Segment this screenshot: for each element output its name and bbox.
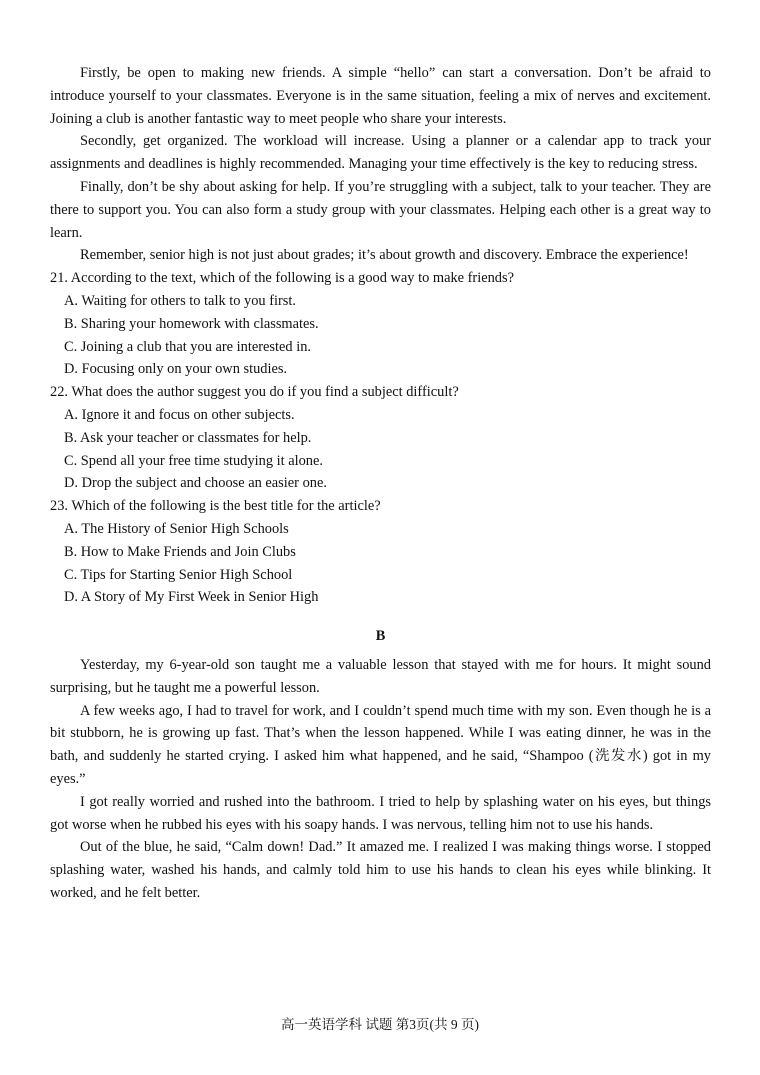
- option-c: C. Tips for Starting Senior High School: [64, 566, 293, 583]
- option-a: A. Waiting for others to talk to you first.: [64, 292, 296, 309]
- passage-b-paragraph-3: I got really worried and rushed into the bathroom. I tried to help by splashing water on his eyes, but things got worse when he rubbed his eyes with his soapy hands. I was nervous, telling him not to use his hands.: [50, 793, 711, 833]
- page-footer: 高一英语学科 试题 第3页(共 9 页): [281, 1017, 479, 1032]
- passage-b-paragraph-1: Yesterday, my 6-year-old son taught me a valuable lesson that stayed with me for hours. It might sound surprising, but he taught me a powerful lesson.: [50, 656, 711, 696]
- exam-page: [50, 62, 711, 905]
- option-c: C. Joining a club that you are interested in.: [64, 338, 311, 355]
- question-stem: 23. Which of the following is the best title for the article?: [50, 498, 381, 515]
- option-d: D. Focusing only on your own studies.: [64, 361, 288, 378]
- passage-a-paragraph-4: Remember, senior high is not just about grades; it’s about growth and discovery. Embrace the experience!: [80, 247, 689, 264]
- option-a: A. Ignore it and focus on other subjects.: [64, 406, 295, 423]
- question-stem: 21. According to the text, which of the following is a good way to make friends?: [50, 270, 514, 287]
- option-d: D. Drop the subject and choose an easier one.: [64, 475, 327, 492]
- option-c: C. Spend all your free time studying it alone.: [64, 452, 323, 469]
- passage-b-paragraph-4: Out of the blue, he said, “Calm down! Dad.” It amazed me. I realized I was making things worse. I stopped splashing water, washed his hands, and calmly told him to use his hands to clean his eyes while blinking. It worked, and he felt better.: [50, 839, 711, 901]
- passage-a-paragraph-3: Finally, don’t be shy about asking for help. If you’re struggling with a subject, talk to your teacher. They are there to support you. You can also form a study group with your classmates. Helping each other is a great way to learn.: [50, 178, 711, 241]
- question-stem: 22. What does the author suggest you do if you find a subject difficult?: [50, 384, 459, 401]
- option-a: A. The History of Senior High Schools: [64, 520, 289, 537]
- question-21: [50, 267, 711, 381]
- option-d: D. A Story of My First Week in Senior High: [64, 589, 319, 606]
- passage-a-paragraph-1: Firstly, be open to making new friends. A simple “hello” can start a conversation. Don’t be afraid to introduce yourself to your classmates. Everyone is in the same situation, feeling a mix of nerves and excitement. Joining a club is another fantastic way to meet people who share your interests.: [50, 65, 711, 127]
- section-b-title: B: [375, 628, 386, 645]
- option-b: B. Sharing your homework with classmates.: [64, 315, 319, 332]
- passage-a-paragraph-2: Secondly, get organized. The workload will increase. Using a planner or a calendar app to track your assignments and deadlines is highly recommended. Managing your time effectively is the key to reducing stress.: [50, 133, 711, 173]
- passage-b-paragraph-2: A few weeks ago, I had to travel for work, and I couldn’t spend much time with my son. Even though he is a bit stubborn, he is growing up fast. That’s when the lesson happened. While I was eating dinner, he was in the bath, and suddenly he started crying. I asked him what happened, and he said, “Shampoo (洗发水) got in my eyes.”: [50, 702, 711, 787]
- option-b: B. How to Make Friends and Join Clubs: [64, 543, 296, 560]
- option-b: B. Ask your teacher or classmates for help.: [64, 429, 312, 446]
- question-22: [50, 381, 711, 495]
- question-23: [50, 495, 711, 609]
